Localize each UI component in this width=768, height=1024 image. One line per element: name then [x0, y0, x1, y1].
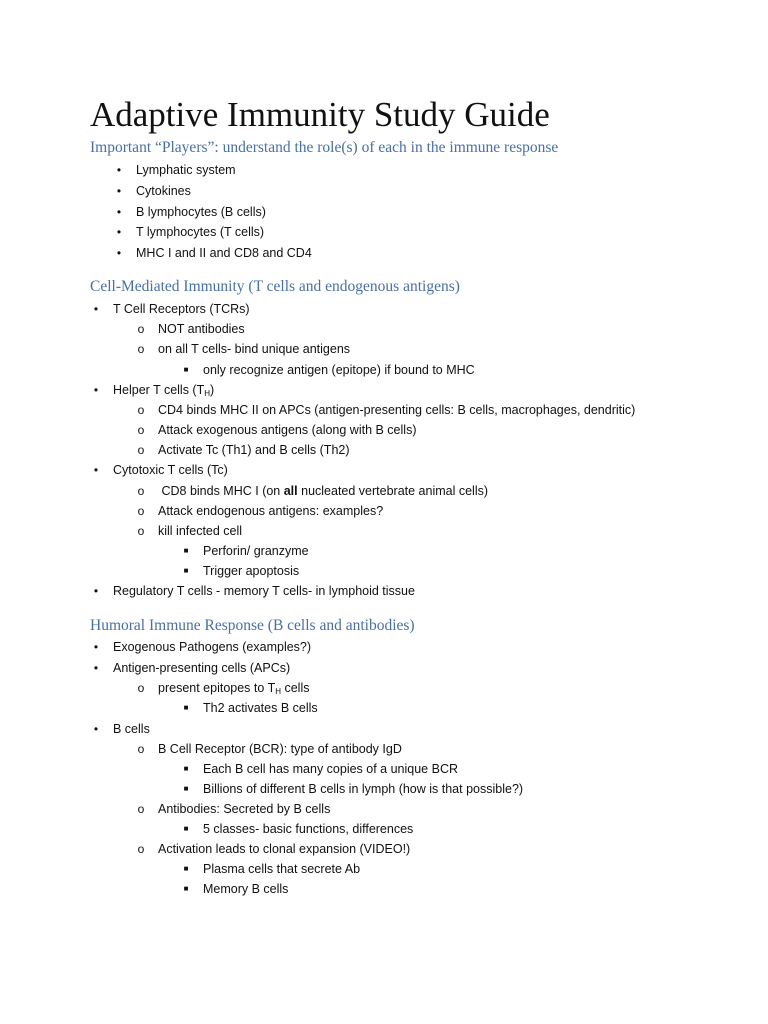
document-page: Adaptive Immunity Study Guide Important “Players”: understand the role(s) of each in the immune response • Lymphatic system • Cytokines • B lymphocytes (B cells) • T lymphocytes (T cells) • MHC I and II and CD8 and CD4 Cell-Mediated Immunity (T cells and endogenous antigens) • T Cell Receptors (TCRs) o NOT antibodies o on all T cells- bind unique antigens ■ only recognize antigen (epitope) if bound to MHC • Helper T cells $(T_H)$ o CD4 binds MHC II on APCs (antigen-presenting cells: B cells, macrophages, dendritic) o Attack exogenous antigens (along with B cells) o Activate Tc (Th1) and B cells (Th2) • Cytotoxic T cells (Tc) o CD8 binds MHC I (on all nucleated vertebrate animal cells) o Attack endogenous antigens: examples? o kill infected cell ■ Perforin/ granzyme ■ Trigger apoptosis • Regulatory T cells - memory T cells- in lymphoid tissue Humoral Immune Response (B cells and antibodies) • Exogenous Pathogens (examples?) • Antigen-presenting cells (APCs) o present epitopes to $T_H$ cells ■ Th2 activates B cells • B cells o B Cell Receptor (BCR): type of antibody IgD ■ Each B cell has many copies of a unique BCR ■ Billions of different B cells in lymph (how is that possible?) o Antibodies: Secreted by B cells ■ 5 classes- basic functions, differences o Activation leads to clonal expansion (VIDEO!) ■ Plasma cells that secrete Ab ■ Memory B cells	[0, 0, 768, 1024]
circle-bullet-icon: o	[137, 742, 145, 756]
section-heading-humoral: Humoral Immune Response (B cells and antibodies)	[90, 617, 415, 634]
square-bullet-icon: ■	[183, 546, 189, 555]
bullet-icon: •	[116, 163, 122, 177]
bullet-icon: •	[116, 184, 122, 198]
square-bullet-icon: ■	[183, 884, 189, 893]
circle-bullet-icon: o	[137, 681, 145, 695]
circle-bullet-icon: o	[137, 802, 145, 816]
section-heading-players: Important “Players”: understand the role(s) of each in the immune response	[90, 139, 559, 156]
circle-bullet-icon: o	[137, 403, 145, 417]
bullet-icon: •	[93, 640, 99, 654]
square-bullet-icon: ■	[183, 784, 189, 793]
circle-bullet-icon: o	[137, 423, 145, 437]
circle-bullet-icon: o	[137, 484, 145, 498]
circle-bullet-icon: o	[137, 504, 145, 518]
section-heading-cell-mediated: Cell-Mediated Immunity (T cells and endogenous antigens)	[90, 278, 460, 295]
circle-bullet-icon: o	[137, 842, 145, 856]
square-bullet-icon: ■	[183, 764, 189, 773]
square-bullet-icon: ■	[183, 864, 189, 873]
bullet-icon: •	[116, 246, 122, 260]
bullet-icon: •	[93, 302, 99, 316]
bullet-icon: •	[93, 722, 99, 736]
bullet-icon: •	[116, 205, 122, 219]
square-bullet-icon: ■	[183, 566, 189, 575]
bullet-icon: •	[93, 661, 99, 675]
bullet-icon: •	[93, 463, 99, 477]
circle-bullet-icon: o	[137, 443, 145, 457]
bullet-icon: •	[93, 584, 99, 598]
square-bullet-icon: ■	[183, 365, 189, 374]
circle-bullet-icon: o	[137, 524, 145, 538]
page-title: Adaptive Immunity Study Guide	[90, 95, 550, 134]
bullet-icon: •	[93, 383, 99, 397]
square-bullet-icon: ■	[183, 824, 189, 833]
square-bullet-icon: ■	[183, 703, 189, 712]
circle-bullet-icon: o	[137, 342, 145, 356]
circle-bullet-icon: o	[137, 322, 145, 336]
bullet-icon: •	[116, 225, 122, 239]
